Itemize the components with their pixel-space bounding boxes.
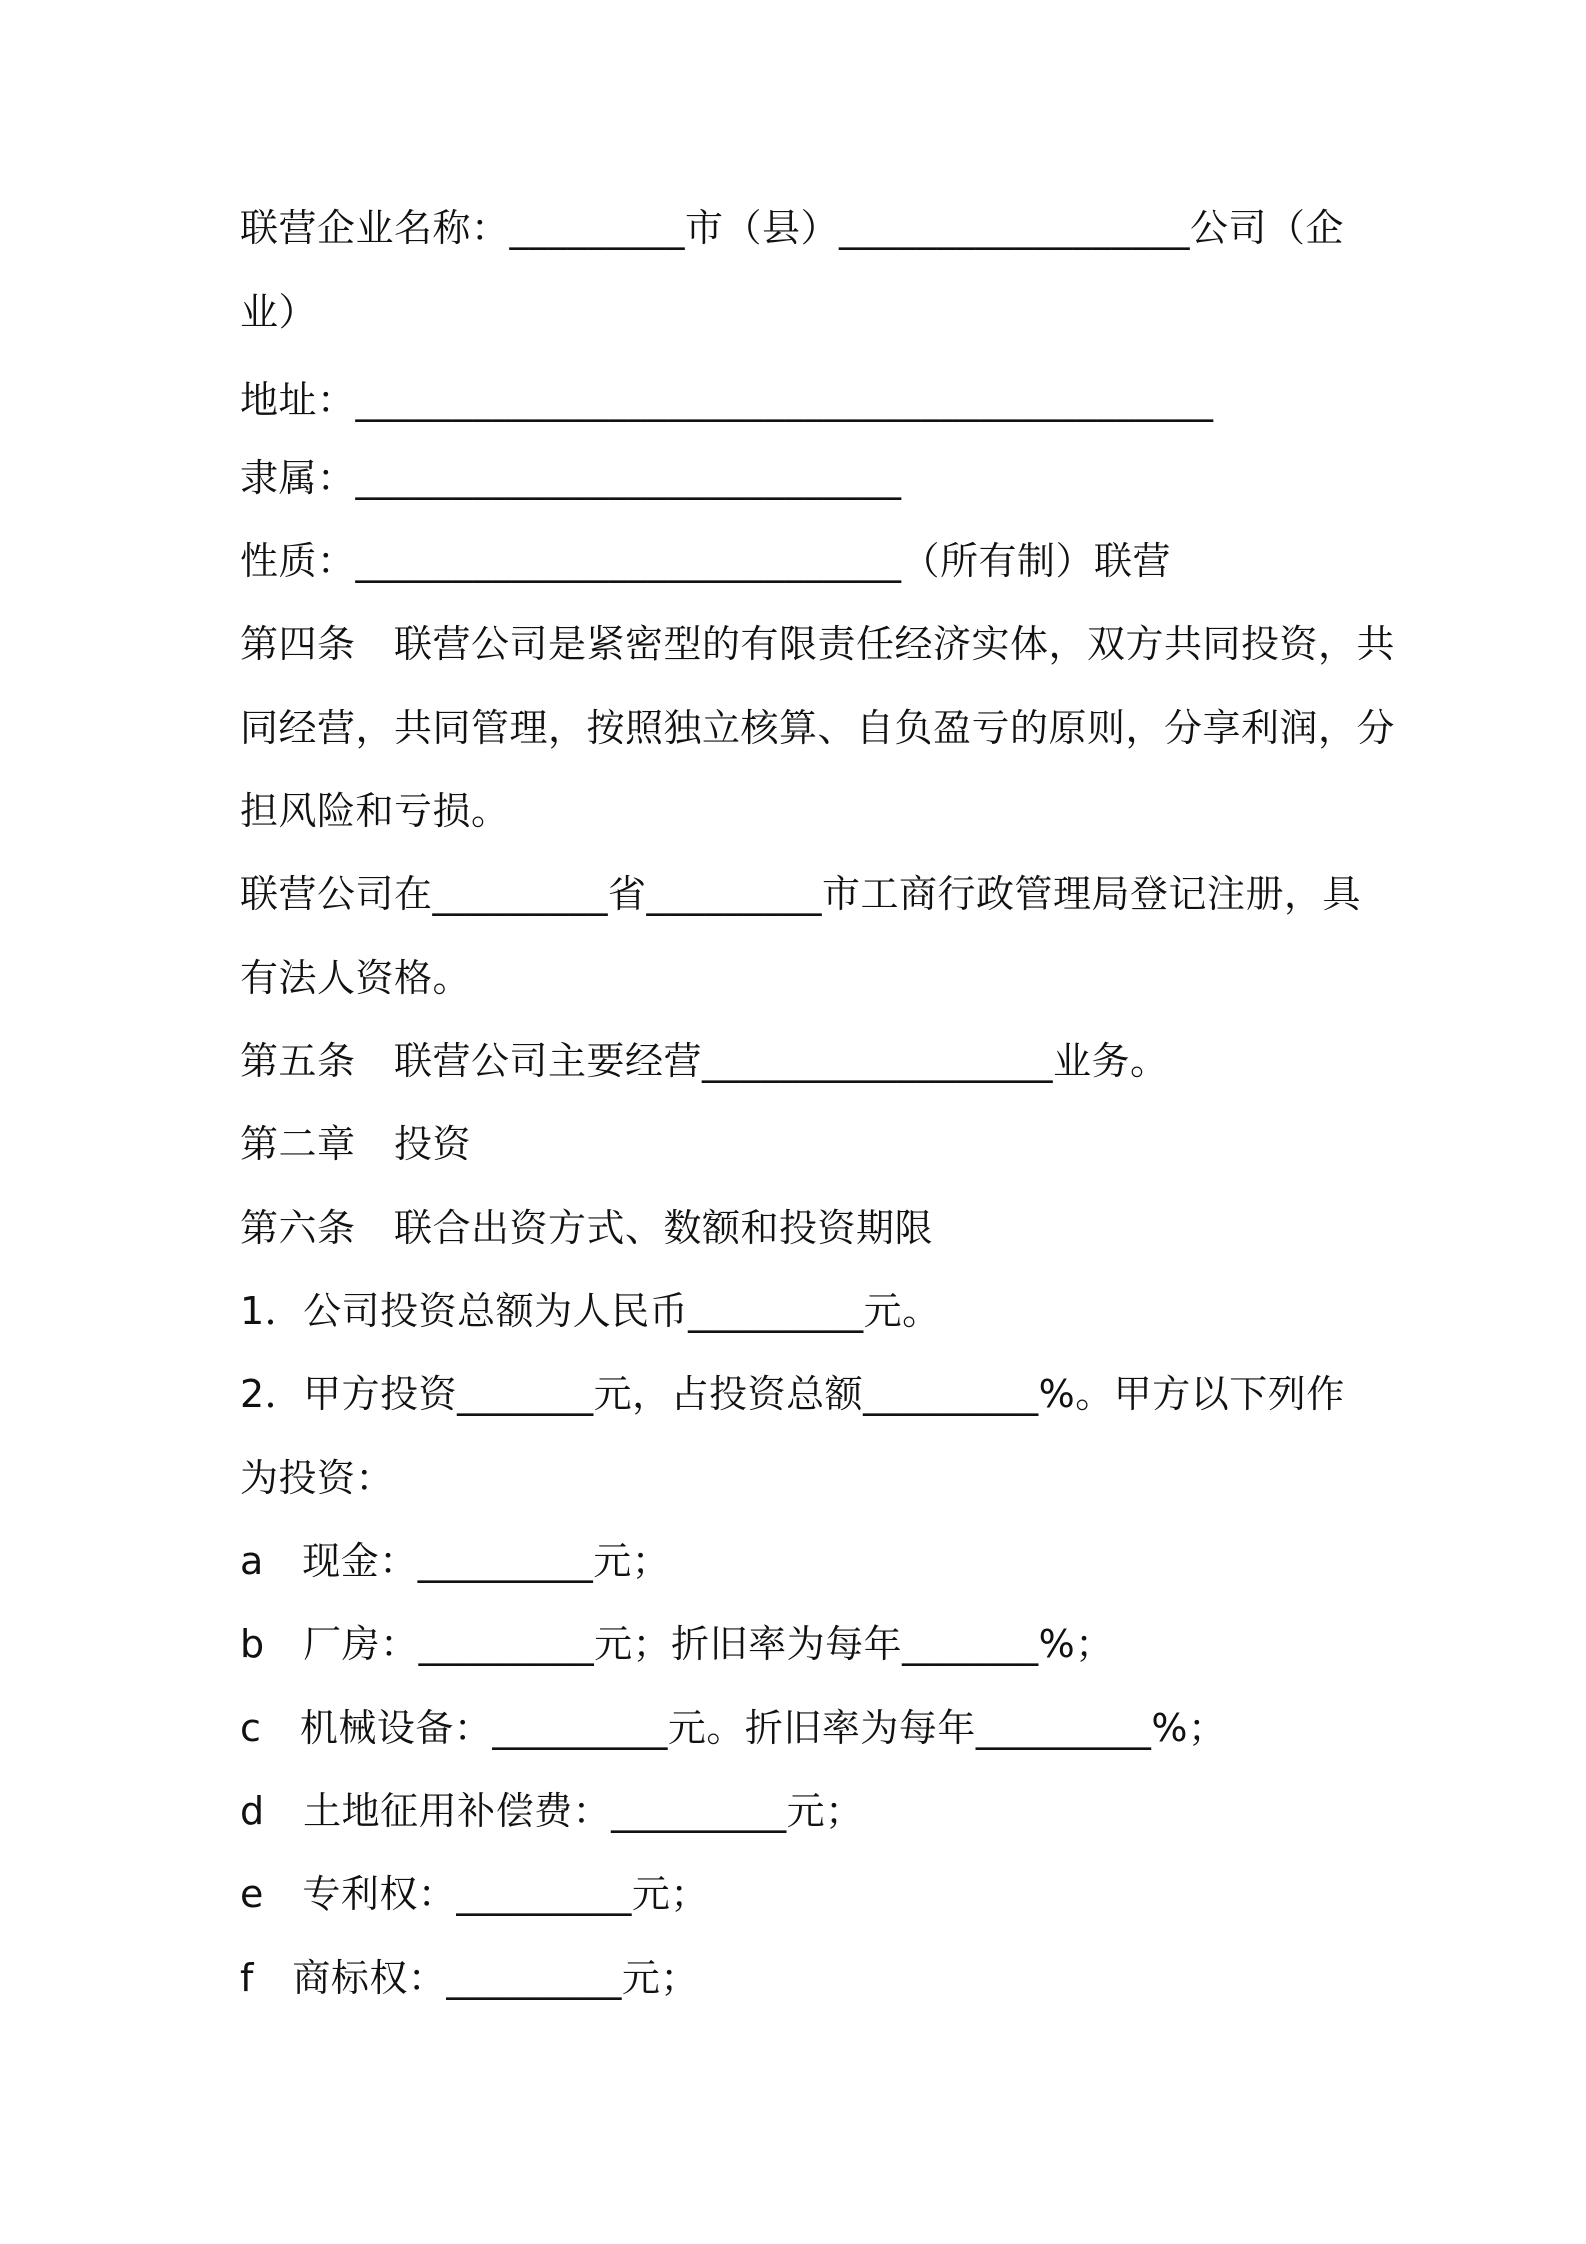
party-a-investment-line-2: 为投资： bbox=[240, 1456, 395, 1500]
list-item-trademark: f 商标权：_________元； bbox=[240, 1956, 699, 2000]
article-5-line: 第五条 联营公司主要经营__________________业务。 bbox=[240, 1039, 1169, 1083]
article-4-line-3: 担风险和亏损。 bbox=[240, 789, 510, 833]
article-4-line-1: 第四条 联营公司是紧密型的有限责任经济实体，双方共同投资，共 bbox=[240, 622, 1396, 666]
party-a-investment-line-1: 2．甲方投资_______元，占投资总额_________%。甲方以下列作 bbox=[240, 1372, 1345, 1416]
chapter-2-heading: 第二章 投资 bbox=[240, 1122, 472, 1166]
list-item-plant: b 厂房：_________元；折旧率为每年_______%； bbox=[240, 1622, 1114, 1666]
investment-total-line: 1．公司投资总额为人民币_________元。 bbox=[240, 1289, 941, 1333]
list-item-cash: a 现金：_________元； bbox=[240, 1539, 671, 1583]
registration-line-1: 联营公司在_________省_________市工商行政管理局登记注册，具 bbox=[240, 872, 1362, 916]
nature-line: 性质：____________________________（所有制）联营 bbox=[240, 539, 1172, 583]
company-name-line-cont: 业） bbox=[240, 290, 318, 334]
company-name-line: 联营企业名称：_________市（县）__________________公司（企 bbox=[240, 206, 1345, 250]
registration-line-2: 有法人资格。 bbox=[240, 956, 472, 1000]
article-6-heading: 第六条 联合出资方式、数额和投资期限 bbox=[240, 1206, 934, 1250]
list-item-patent: e 专利权：_________元； bbox=[240, 1872, 709, 1916]
article-4-line-2: 同经营，共同管理，按照独立核算、自负盈亏的原则，分享利润，分 bbox=[240, 706, 1396, 750]
affiliation-line: 隶属：____________________________ bbox=[240, 456, 902, 500]
address-line: 地址：____________________________________________ bbox=[240, 378, 1214, 422]
list-item-land-compensation: d 土地征用补偿费：_________元； bbox=[240, 1789, 864, 1833]
list-item-machinery: c 机械设备：_________元。折旧率为每年_________%； bbox=[240, 1706, 1227, 1750]
